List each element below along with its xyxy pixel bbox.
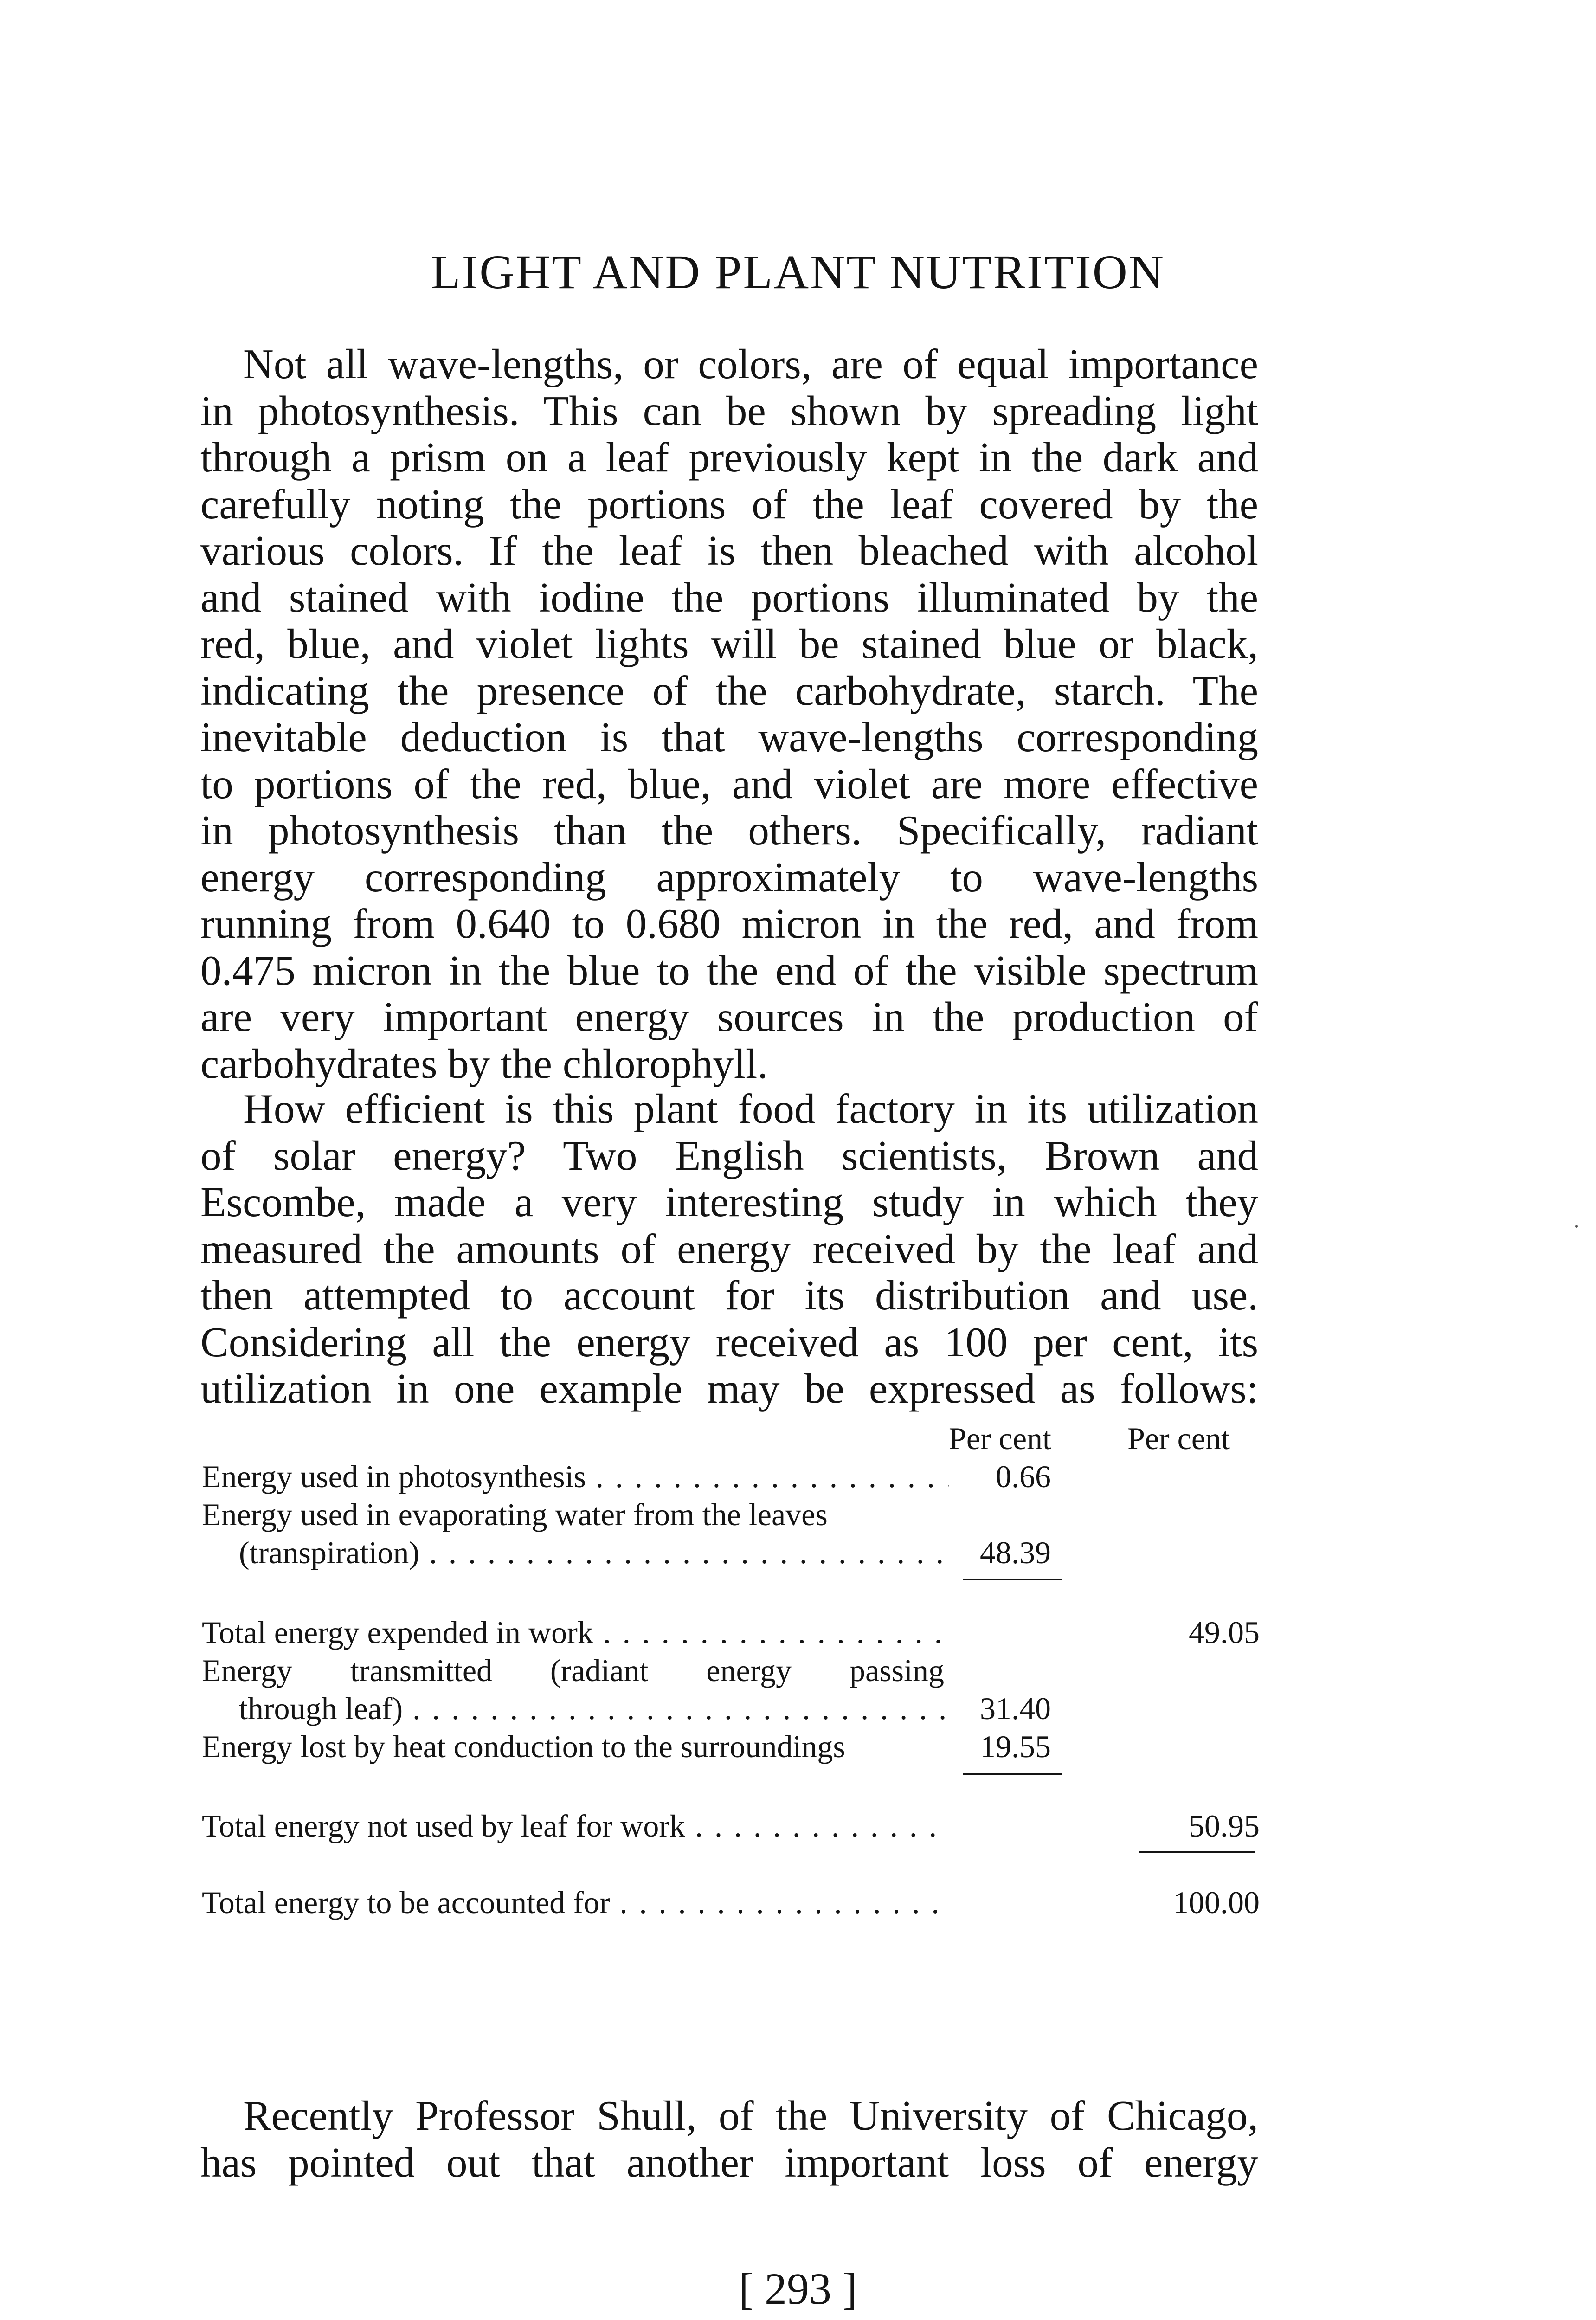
table-row [202, 1884, 1260, 1922]
text-line: Considering all the energy received as 100 per cent, its [200, 1318, 1258, 1366]
text-line: of solar energy? Two English scientists, Brown and [200, 1132, 1258, 1179]
text-line: various colors. If the leaf is then bleached with alcohol [200, 527, 1258, 574]
text-line: utilization in one example may be expressed as follows: [200, 1365, 1258, 1412]
row-value: 31.40 [980, 1691, 1051, 1726]
text-line: Recently Professor Shull, of the University of Chicago, [243, 2092, 1258, 2139]
text-line: to portions of the red, blue, and violet are more effective [200, 760, 1258, 807]
text-line: measured the amounts of energy received by the leaf and [200, 1225, 1258, 1272]
text-line: 0.475 micron in the blue to the end of the visible spectrum [200, 947, 1258, 994]
text-line: Not all wave-lengths, or colors, are of equal importance [243, 341, 1258, 387]
sum-rule [963, 1773, 1062, 1775]
table-row [202, 1807, 1260, 1845]
text-line: inevitable deduction is that wave-lengths corresponding [200, 714, 1258, 760]
column-header: Per cent [1127, 1421, 1230, 1456]
text-line: red, blue, and violet lights will be stained blue or black, [200, 620, 1258, 667]
table-row [202, 1652, 1260, 1690]
row-total: 49.05 [1189, 1615, 1260, 1650]
row-value: 19.55 [980, 1729, 1051, 1764]
row-label: Energy used in photosynthesis . . . [202, 1458, 949, 1495]
table-row [202, 1496, 1260, 1534]
text-line: carefully noting the portions of the leaf covered by the [200, 480, 1258, 528]
text-line: Escombe, made a very interesting study in which they [200, 1179, 1258, 1225]
text-line: indicating the presence of the carbohydrate, starch. The [200, 667, 1258, 714]
row-label: Total energy to be accounted for . . . [202, 1884, 949, 1921]
table-row [202, 1534, 1260, 1572]
row-total: 100.00 [1173, 1885, 1260, 1920]
row-label: Energy transmitted (radiant energy passing [202, 1653, 944, 1688]
text-line: through a prism on a leaf previously kept in the dark and [200, 434, 1258, 481]
text-line: are very important energy sources in the production of [200, 993, 1258, 1040]
row-label: Total energy expended in work . . . [202, 1614, 949, 1651]
row-label: Energy used in evaporating water from the leaves [202, 1497, 828, 1532]
text-line: How efficient is this plant food factory in its utilization [243, 1085, 1258, 1132]
text-line: in photosynthesis. This can be shown by spreading light [200, 387, 1258, 434]
text-line: energy corresponding approximately to wave-lengths [200, 853, 1258, 901]
row-value: 0.66 [996, 1459, 1051, 1494]
table-header [202, 1420, 1260, 1458]
paragraph-2 [200, 1086, 1258, 1412]
row-label: Energy lost by heat conduction to the surroundings [202, 1729, 845, 1764]
table-row [202, 1690, 1260, 1728]
sum-rule [1139, 1851, 1255, 1853]
text-line: in photosynthesis than the others. Specifically, radiant [200, 807, 1258, 854]
paragraph-1 [200, 341, 1258, 1087]
running-head: LIGHT AND PLANT NUTRITION [431, 245, 1165, 299]
row-label: (transpiration) . . . [239, 1534, 949, 1572]
text-line: carbohydrates by the chlorophyll. [200, 1040, 768, 1087]
column-header: Per cent [949, 1421, 1051, 1456]
table-row [202, 1614, 1260, 1652]
row-label: Total energy not used by leaf for work . . . [202, 1807, 949, 1845]
text-line: then attempted to account for its distribution and use. [200, 1272, 1258, 1319]
paragraph-3 [200, 2093, 1258, 2186]
row-label: through leaf) . . . [239, 1690, 949, 1727]
table-row [202, 1728, 1260, 1766]
row-total: 50.95 [1189, 1808, 1260, 1843]
row-value: 48.39 [980, 1535, 1051, 1570]
text-line: and stained with iodine the portions illuminated by the [200, 574, 1258, 621]
text-line: has pointed out that another important loss of energy [200, 2139, 1258, 2186]
page-number: [ 293 ] [739, 2264, 857, 2314]
table-row [202, 1458, 1260, 1496]
sum-rule [963, 1579, 1062, 1580]
print-speck [1575, 1225, 1578, 1228]
text-line: running from 0.640 to 0.680 micron in the red, and from [200, 900, 1258, 947]
